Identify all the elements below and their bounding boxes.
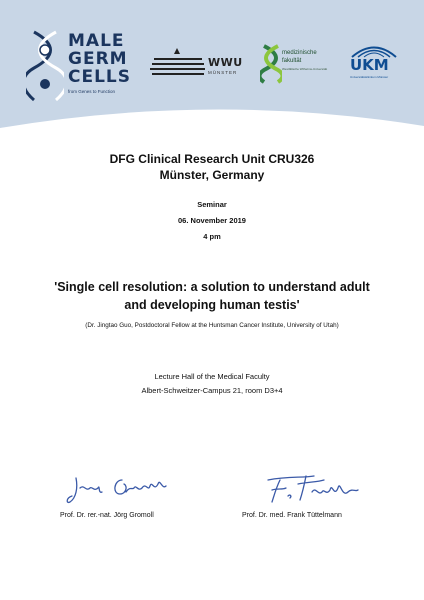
signatory-right-name: Prof. Dr. med. Frank Tüttelmann <box>242 512 342 519</box>
signature-tuettelmann <box>262 470 362 506</box>
header-banner <box>0 0 424 128</box>
ukm-logo <box>348 44 400 84</box>
ukm-subtext: Universitätsklinikum Münster <box>350 75 389 79</box>
event-date: 06. November 2019 <box>178 216 246 225</box>
venue-address: Albert-Schweitzer-Campus 21, room D3+4 <box>141 386 283 395</box>
helix-leaf-icon <box>260 44 282 84</box>
talk-title-line-1: 'Single cell resolution: a solution to understand adult <box>54 280 370 294</box>
logo-word-1: MALE <box>68 31 125 51</box>
speaker-info: (Dr. Jingtao Guo, Postdoctoral Fellow at the Huntsman Cancer Institute, University of Utah) <box>85 322 339 329</box>
event-type: Seminar <box>197 200 227 209</box>
event-time: 4 pm <box>203 232 221 241</box>
wwu-building-icon <box>150 46 205 80</box>
male-germ-cells-logo <box>26 30 136 102</box>
logo-word-3: CELLS <box>68 67 131 87</box>
medizinische-fakultaet-logo <box>260 44 335 84</box>
unit-location: Münster, Germany <box>159 168 265 182</box>
faculty-line-1: medizinische <box>282 50 317 56</box>
signatory-left-name: Prof. Dr. rer.-nat. Jörg Gromoll <box>60 512 154 519</box>
wwu-text: WWU <box>208 56 243 69</box>
unit-title: DFG Clinical Research Unit CRU326 <box>109 152 315 166</box>
wwu-logo <box>150 46 245 80</box>
ukm-text: UKM <box>350 56 389 74</box>
logo-tagline: from Genes to Function <box>68 89 116 94</box>
dna-helix-icon <box>26 30 64 102</box>
faculty-line-3: Westfälische Wilhelms-Universität <box>282 67 328 71</box>
venue-hall: Lecture Hall of the Medical Faculty <box>154 372 270 381</box>
faculty-line-2: fakultät <box>282 58 302 64</box>
signature-gromoll <box>64 468 174 508</box>
logo-word-2: GERM <box>68 49 128 69</box>
talk-title-line-2: and developing human testis' <box>124 298 300 312</box>
wwu-subtext: MÜNSTER <box>208 70 238 75</box>
